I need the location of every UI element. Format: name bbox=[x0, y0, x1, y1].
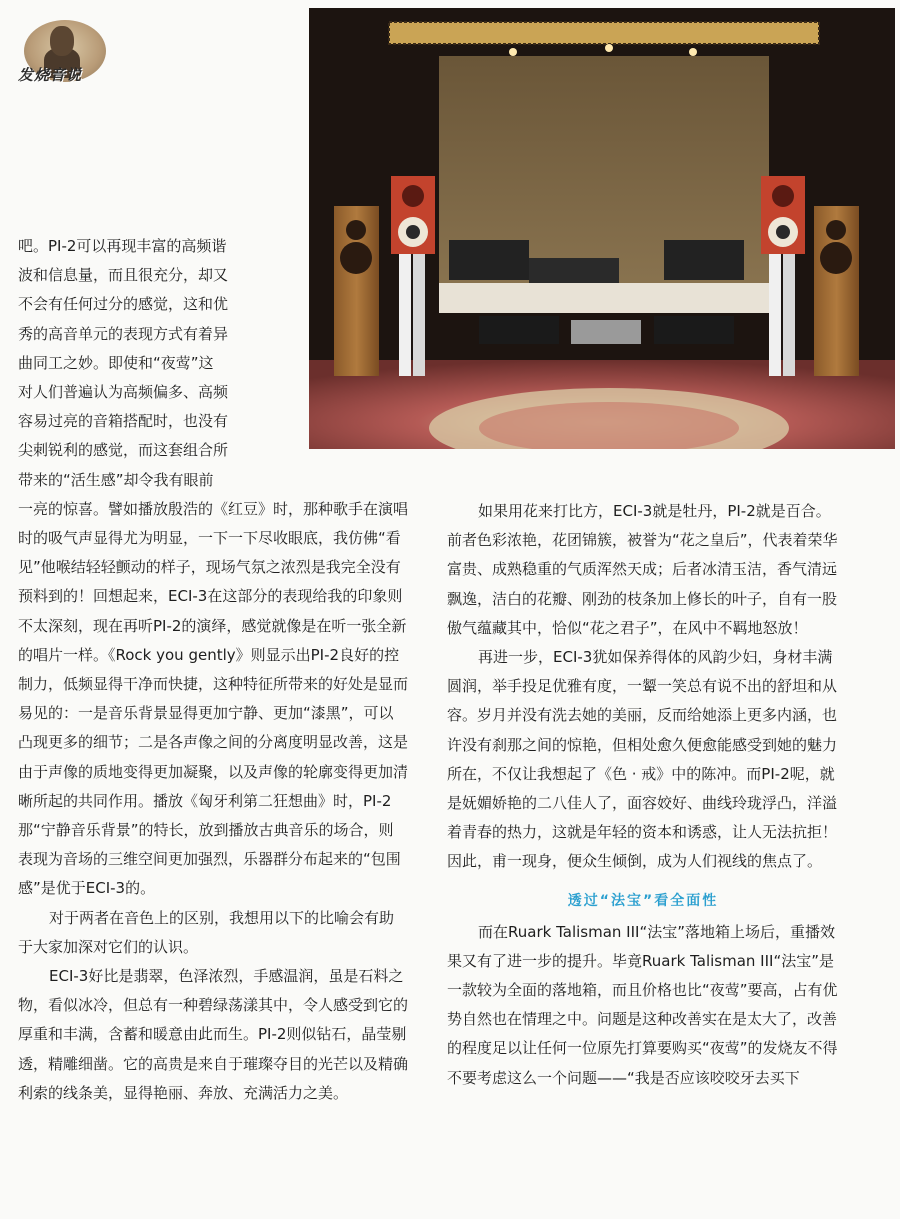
left-para2: 对于两者在音色上的区别，我想用以下的比喻会有助于大家加深对它们的认识。 bbox=[18, 908, 395, 956]
right-para2: 再进一步，ECI-3犹如保养得体的风韵少妇，身材丰满圆润，举手投足优雅有度，一颦一笑总有说不出的舒坦和从容。岁月并没有洗去她的美丽，反而给她添上更多内涵，也许没有刹那之间的惊艳，但相处愈久便愈能感受到她的魅力所在，不仅让我想起了《色 · 戒》中的陈冲。而PI-2呢，就是妩媚娇艳的二八佳人了，面容姣好、曲线玲珑浮凸，洋溢着青春的热力，这就是年轻的资本和诱惑，让人无法抗拒！因此，甫一现身，便众生倾倒，成为人们视线的焦点了。 bbox=[447, 648, 838, 871]
right-para3: 而在Ruark Talisman III“法宝”落地箱上场后，重播效果又有了进一步的提升。毕竟Ruark Talisman III“法宝”是一款较为全面的落地箱，而且价格也比“夜莺”要高，占有优势自然也在情理之中。问题是这种改善实在是太大了，改善的程度足以让任何一位原先打算要购买“夜莺”的发烧友不得不要考虑这么一个问题——“我是否应该咬咬牙去买下 bbox=[447, 922, 838, 1087]
left-para3: ECI-3好比是翡翠，色泽浓烈，手感温润，虽是石料之物，看似冰冷，但总有一种碧绿荡漾其中，令人感受到它的厚重和丰满，含蓄和暖意由此而生。PI-2则似钻石，晶莹剔透，精雕细凿。它的高贵是来自于璀璨夺目的光芒以及精确利索的线条美，显得艳丽、奔放、充满活力之美。 bbox=[18, 967, 409, 1102]
right-para1: 如果用花来打比方，ECI-3就是牡丹，PI-2就是百合。前者色彩浓艳，花团锦簇，被誉为“花之皇后”，代表着荣华富贵、成熟稳重的气质浑然天成；后者冰清玉洁，香气清远飘逸，洁白的花瓣、刚劲的枝条加上修长的叶子，自有一股傲气蕴藏其中，恰似“花之君子”，在风中不羁地怒放！ bbox=[447, 502, 838, 637]
left-para1-line-5: 曲同工之妙。即使和“夜莺”这 bbox=[18, 353, 214, 372]
left-para1-line-4: 秀的高音单元的表现方式有着异 bbox=[18, 324, 229, 343]
left-para1-continued: 一亮的惊喜。譬如播放殷浩的《红豆》时，那种歌手在演唱时的吸气声显得尤为明显，一下一下尽收眼底，我仿佛“看见”他喉结轻轻颤动的样子，现场气氛之浓烈是我完全没有预料到的！回想起来，ECI-3在这部分的表现给我的印象则不太深刻，现在再听PI-2的演绎，感觉就像是在听一张全新的唱片一样。《Rock you gently》则显示出PI-2良好的控制力，低频显得干净而快捷，这种特征所带来的好处是显而易见的：一是音乐背景显得更加宁静、更加“漆黑”，可以凸现更多的细节；二是各声像之间的分离度明显改善，这是由于声像的质地变得更加凝聚，以及声像的轮廓变得更加清晰所起的共同作用。播放《匈牙利第二狂想曲》时，PI-2那“宁静音乐背景”的特长，放到播放古典音乐的场合，则表现为音场的三维空间更加强烈，乐器群分布起来的“包围感”是优于ECI-3的。 bbox=[18, 499, 409, 898]
left-para1-line-8: 尖刺锐利的感觉，而这套组合所 bbox=[18, 441, 229, 460]
left-para1-line-2: 波和信息量，而且很充分，却又 bbox=[18, 266, 229, 285]
right-text-column bbox=[447, 497, 839, 1093]
left-para1-line-7: 容易过亮的音箱搭配时，也没有 bbox=[18, 412, 229, 431]
left-text-column bbox=[18, 232, 408, 1108]
left-para1-line-9: 带来的“活生感”却令我有眼前 bbox=[18, 470, 214, 489]
column-header-text: 发烧音说 bbox=[18, 66, 83, 84]
left-para1-line-3: 不会有任何过分的感觉，这和优 bbox=[18, 295, 229, 314]
section-heading: 透过“法宝”看全面性 bbox=[567, 892, 719, 909]
logo-figure-face bbox=[50, 26, 74, 56]
left-para1-line-6: 对人们普遍认为高频偏多、高频 bbox=[18, 383, 229, 402]
column-logo bbox=[18, 20, 113, 86]
left-para1-line-1: 吧。PI-2可以再现丰富的高频谐 bbox=[18, 237, 227, 255]
